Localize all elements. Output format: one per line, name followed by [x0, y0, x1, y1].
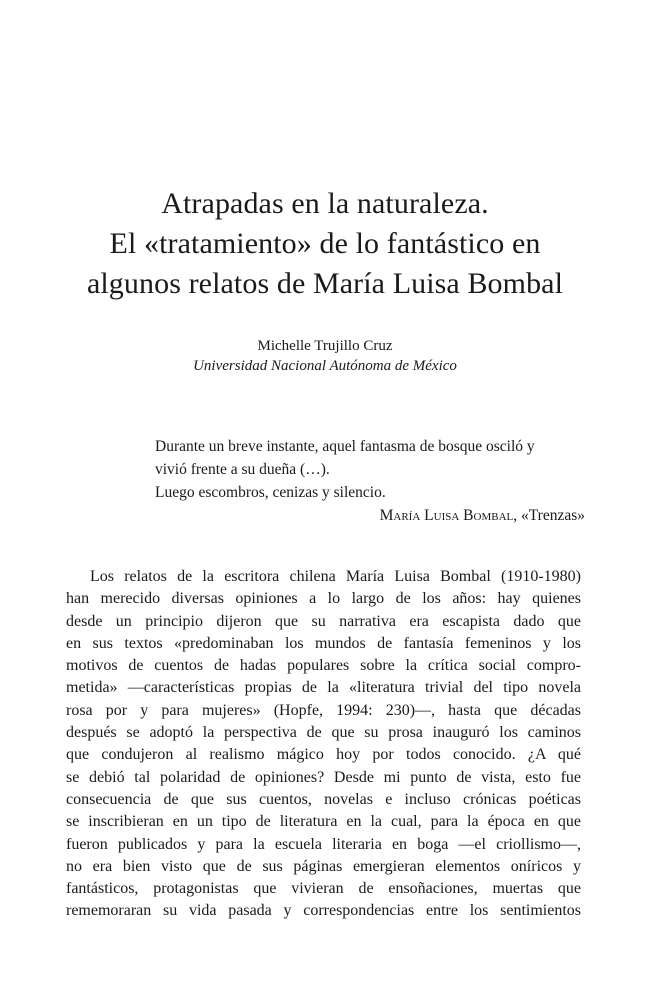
article-title: [40, 184, 610, 304]
epigraph-source: [155, 504, 585, 527]
title-line: algunos relatos de María Luisa Bombal: [86, 267, 564, 300]
body-line: que condujeron al realismo mágico hoy por todos conocido. ¿A qué: [66, 746, 581, 764]
body-line: rosa por y para mujeres» (Hopfe, 1994: 230)—, hasta que décadas: [66, 701, 581, 719]
body-line: no era bien visto que de sus páginas emergieran elementos oníricos y: [66, 857, 581, 875]
body-line: Los relatos de la escritora chilena María Luisa Bombal (1910-1980): [90, 568, 581, 585]
body-line: metida» —características propias de la «literatura trivial del tipo novela: [66, 679, 581, 697]
body-line: motivos de cuentos de hadas populares sobre la crítica social compro-: [66, 657, 581, 675]
epigraph-line: Durante un breve instante, aquel fantasma de bosque osciló y: [155, 438, 535, 455]
title-line: El «tratamiento» de lo fantástico en: [109, 227, 541, 260]
body-line: después se adoptó la perspectiva de que su prosa inauguró los caminos: [66, 724, 581, 742]
author-name: Michelle Trujillo Cruz: [257, 338, 393, 354]
body-line: se debió tal polaridad de opiniones? Desde mi punto de vista, esto fue: [66, 768, 581, 786]
body-paragraph: [66, 566, 581, 923]
body-line: desde un principio dijeron que su narrativa era escapista dado que: [66, 612, 581, 630]
epigraph-source-work: , «Trenzas»: [513, 507, 585, 524]
body-line: consecuencia de que sus cuentos, novelas e incluso crónicas poéticas: [66, 790, 581, 808]
body-line: han merecido diversas opiniones a lo largo de los años: hay quienes: [66, 590, 581, 608]
body-line: rememoraran su vida pasada y correspondencias entre los sentimientos: [66, 902, 581, 920]
epigraph-line: Luego escombros, cenizas y silencio.: [155, 484, 386, 501]
body-line: fueron publicados y para la escuela literaria en boga —el criollismo—,: [66, 835, 581, 853]
body-line: fantásticos, protagonistas que vivieran de ensoñaciones, muertas que: [66, 880, 581, 898]
body-line: en sus textos «predominaban los mundos de fantasía femeninos y los: [66, 634, 581, 652]
epigraph: [155, 435, 585, 527]
epigraph-line: vivió frente a su dueña (…).: [155, 461, 330, 478]
epigraph-source-author: María Luisa Bombal: [379, 507, 514, 524]
author-affiliation: Universidad Nacional Autónoma de México: [193, 358, 457, 374]
body-line: se inscribieran en un tipo de literatura en la cual, para la época en que: [66, 813, 581, 831]
title-line: Atrapadas en la naturaleza.: [161, 187, 489, 220]
